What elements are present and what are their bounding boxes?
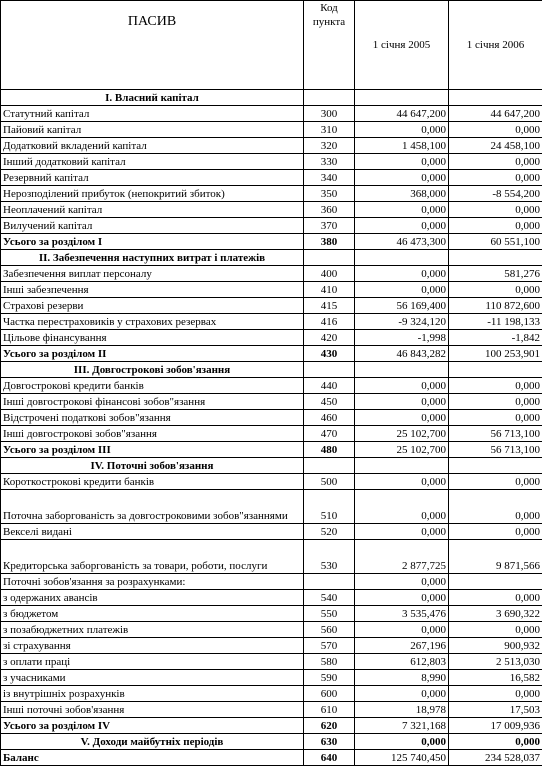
total-row — [1, 750, 542, 766]
table-row — [1, 622, 542, 638]
value-2006: 9 871,566 — [449, 540, 542, 574]
value-2005: 0,000 — [355, 282, 449, 298]
row-code: 415 — [304, 298, 355, 314]
row-label: з оплати праці — [1, 654, 304, 670]
row-code — [304, 90, 355, 106]
table-row — [1, 638, 542, 654]
value-2005: 25 102,700 — [355, 426, 449, 442]
row-code: 400 — [304, 266, 355, 282]
row-label: Інші забезпечення — [1, 282, 304, 298]
value-2006: 900,932 — [449, 638, 542, 654]
row-label: Кредиторська заборгованість за товари, роботи, послуги — [1, 540, 304, 574]
value-2006: 0,000 — [449, 474, 542, 490]
value-2005: 0,000 — [355, 474, 449, 490]
header-row — [1, 1, 542, 90]
row-code: 410 — [304, 282, 355, 298]
value-2005: 0,000 — [355, 170, 449, 186]
value-2005: 25 102,700 — [355, 442, 449, 458]
row-label: Страхові резерви — [1, 298, 304, 314]
row-code: 610 — [304, 702, 355, 718]
row-code: 380 — [304, 234, 355, 250]
value-2006: 0,000 — [449, 590, 542, 606]
row-code: 550 — [304, 606, 355, 622]
value-2005: 0,000 — [355, 590, 449, 606]
row-label: Вилучений капітал — [1, 218, 304, 234]
value-2006: 0,000 — [449, 218, 542, 234]
value-2005: 18,978 — [355, 702, 449, 718]
value-2006: 16,582 — [449, 670, 542, 686]
value-2006: 0,000 — [449, 122, 542, 138]
value-2005: 0,000 — [355, 734, 449, 750]
row-label: Поточні зобов'язання за розрахунками: — [1, 574, 304, 590]
row-label: Довгострокові кредити банків — [1, 378, 304, 394]
value-2005: 56 169,400 — [355, 298, 449, 314]
row-code: 300 — [304, 106, 355, 122]
row-label: Усього за розділом І — [1, 234, 304, 250]
value-2006: 0,000 — [449, 282, 542, 298]
value-2005: 0,000 — [355, 524, 449, 540]
row-code: 430 — [304, 346, 355, 362]
row-code: 560 — [304, 622, 355, 638]
row-code: 640 — [304, 750, 355, 766]
value-2005: -9 324,120 — [355, 314, 449, 330]
row-code: 580 — [304, 654, 355, 670]
table-row — [1, 394, 542, 410]
table-row — [1, 606, 542, 622]
value-2006: 0,000 — [449, 686, 542, 702]
table-body — [1, 90, 542, 766]
row-code — [304, 574, 355, 590]
value-2005: 0,000 — [355, 218, 449, 234]
value-2006: 0,000 — [449, 622, 542, 638]
row-code — [304, 362, 355, 378]
row-label: Баланс — [1, 750, 304, 766]
value-2006 — [449, 574, 542, 590]
row-label: Забезпечення виплат персоналу — [1, 266, 304, 282]
table-row — [1, 138, 542, 154]
row-label: з бюджетом — [1, 606, 304, 622]
value-2006: -8 554,200 — [449, 186, 542, 202]
table-row — [1, 524, 542, 540]
value-2005 — [355, 458, 449, 474]
row-code: 460 — [304, 410, 355, 426]
table-row — [1, 106, 542, 122]
row-label: ІІ. Забезпечення наступних витрат і платежів — [1, 250, 304, 266]
table-row — [1, 426, 542, 442]
row-label: з одержаних авансів — [1, 590, 304, 606]
value-2005: 612,803 — [355, 654, 449, 670]
value-2005: 125 740,450 — [355, 750, 449, 766]
row-code: 370 — [304, 218, 355, 234]
table-row — [1, 686, 542, 702]
value-2005: 7 321,168 — [355, 718, 449, 734]
row-code: 350 — [304, 186, 355, 202]
value-2005: 267,196 — [355, 638, 449, 654]
table-row — [1, 540, 542, 574]
value-2006 — [449, 90, 542, 106]
value-2005: 2 877,725 — [355, 540, 449, 574]
row-label: з учасниками — [1, 670, 304, 686]
table-row — [1, 654, 542, 670]
value-2005: 1 458,100 — [355, 138, 449, 154]
value-2005: 0,000 — [355, 686, 449, 702]
total-row — [1, 718, 542, 734]
value-2006: 110 872,600 — [449, 298, 542, 314]
row-code: 470 — [304, 426, 355, 442]
row-code: 570 — [304, 638, 355, 654]
row-label: зі страхування — [1, 638, 304, 654]
table-row — [1, 186, 542, 202]
table-row — [1, 490, 542, 524]
value-2006: 2 513,030 — [449, 654, 542, 670]
liabilities-title: ПАСИВ — [1, 1, 304, 90]
code-column-header: Код пункта — [304, 1, 355, 90]
section-header-row — [1, 250, 542, 266]
date-2006-header: 1 січня 2006 — [449, 1, 542, 90]
row-label: з позабюджетних платежів — [1, 622, 304, 638]
value-2005: 368,000 — [355, 186, 449, 202]
value-2005: 8,990 — [355, 670, 449, 686]
total-row — [1, 346, 542, 362]
value-2006: 17,503 — [449, 702, 542, 718]
section-header-row — [1, 458, 542, 474]
row-code: 330 — [304, 154, 355, 170]
value-2005: -1,998 — [355, 330, 449, 346]
table-row — [1, 314, 542, 330]
row-label: Інші поточні зобов'язання — [1, 702, 304, 718]
value-2006: -11 198,133 — [449, 314, 542, 330]
row-label: Усього за розділом ІІ — [1, 346, 304, 362]
value-2006: 0,000 — [449, 524, 542, 540]
value-2006 — [449, 250, 542, 266]
row-label: Нерозподілений прибуток (непокритий збиток) — [1, 186, 304, 202]
value-2005 — [355, 362, 449, 378]
row-code: 360 — [304, 202, 355, 218]
row-label: Резервний капітал — [1, 170, 304, 186]
row-code: 320 — [304, 138, 355, 154]
row-label: IV. Поточні зобов'язання — [1, 458, 304, 474]
value-2005: 46 843,282 — [355, 346, 449, 362]
row-code: 340 — [304, 170, 355, 186]
section-header-row — [1, 734, 542, 750]
value-2005: 0,000 — [355, 574, 449, 590]
row-label: Інші довгострокові зобов"язання — [1, 426, 304, 442]
value-2005: 0,000 — [355, 410, 449, 426]
value-2006: 0,000 — [449, 202, 542, 218]
row-code: 630 — [304, 734, 355, 750]
row-code: 540 — [304, 590, 355, 606]
table-row — [1, 202, 542, 218]
value-2005: 0,000 — [355, 202, 449, 218]
row-code: 480 — [304, 442, 355, 458]
value-2006: 0,000 — [449, 410, 542, 426]
table-row — [1, 218, 542, 234]
table-row — [1, 266, 542, 282]
total-row — [1, 442, 542, 458]
row-code: 500 — [304, 474, 355, 490]
table-row — [1, 670, 542, 686]
row-label: Векселі видані — [1, 524, 304, 540]
value-2005 — [355, 250, 449, 266]
value-2005: 3 535,476 — [355, 606, 449, 622]
row-code: 590 — [304, 670, 355, 686]
value-2005: 46 473,300 — [355, 234, 449, 250]
value-2005: 44 647,200 — [355, 106, 449, 122]
value-2006: 56 713,100 — [449, 442, 542, 458]
value-2006: 0,000 — [449, 734, 542, 750]
table-row — [1, 170, 542, 186]
value-2006: 17 009,936 — [449, 718, 542, 734]
row-label: І. Власний капітал — [1, 90, 304, 106]
row-label: Усього за розділом IV — [1, 718, 304, 734]
value-2005: 0,000 — [355, 154, 449, 170]
row-code: 520 — [304, 524, 355, 540]
row-label: Усього за розділом ІІІ — [1, 442, 304, 458]
table-row — [1, 590, 542, 606]
value-2006 — [449, 458, 542, 474]
value-2005: 0,000 — [355, 622, 449, 638]
value-2006: 581,276 — [449, 266, 542, 282]
row-code: 416 — [304, 314, 355, 330]
row-code: 620 — [304, 718, 355, 734]
value-2006: 234 528,037 — [449, 750, 542, 766]
row-label: Відстрочені податкові зобов"язання — [1, 410, 304, 426]
table-row — [1, 410, 542, 426]
value-2006: 0,000 — [449, 490, 542, 524]
value-2006: 0,000 — [449, 378, 542, 394]
row-label: Неоплачений капітал — [1, 202, 304, 218]
table-row — [1, 330, 542, 346]
row-label: Інші довгострокові фінансові зобов"язання — [1, 394, 304, 410]
row-label: V. Доходи майбутніх періодів — [1, 734, 304, 750]
value-2006: 56 713,100 — [449, 426, 542, 442]
row-code — [304, 250, 355, 266]
row-label: із внутрішніх розрахунків — [1, 686, 304, 702]
table-row — [1, 154, 542, 170]
row-code: 420 — [304, 330, 355, 346]
row-code: 440 — [304, 378, 355, 394]
value-2005: 0,000 — [355, 122, 449, 138]
value-2005: 0,000 — [355, 490, 449, 524]
row-label: Частка перестраховиків у страхових резервах — [1, 314, 304, 330]
value-2006: 3 690,322 — [449, 606, 542, 622]
row-label: Поточна заборгованість за довгостроковими зобов"язаннями — [1, 490, 304, 524]
date-2005-header: 1 січня 2005 — [355, 1, 449, 90]
value-2006: 60 551,100 — [449, 234, 542, 250]
value-2006: 0,000 — [449, 170, 542, 186]
row-code: 310 — [304, 122, 355, 138]
value-2006: 100 253,901 — [449, 346, 542, 362]
table-row — [1, 474, 542, 490]
row-code: 510 — [304, 490, 355, 524]
row-code: 450 — [304, 394, 355, 410]
section-header-row — [1, 90, 542, 106]
table-row — [1, 574, 542, 590]
section-header-row — [1, 362, 542, 378]
row-label: Пайовий капітал — [1, 122, 304, 138]
value-2005 — [355, 90, 449, 106]
value-2005: 0,000 — [355, 266, 449, 282]
value-2006: 0,000 — [449, 154, 542, 170]
value-2006 — [449, 362, 542, 378]
value-2005: 0,000 — [355, 394, 449, 410]
row-code: 600 — [304, 686, 355, 702]
value-2005: 0,000 — [355, 378, 449, 394]
row-label: Інший додатковий капітал — [1, 154, 304, 170]
row-label: ІІІ. Довгострокові зобов'язання — [1, 362, 304, 378]
row-label: Короткострокові кредити банків — [1, 474, 304, 490]
table-row — [1, 298, 542, 314]
value-2006: -1,842 — [449, 330, 542, 346]
table-row — [1, 282, 542, 298]
row-code — [304, 458, 355, 474]
table-row — [1, 122, 542, 138]
total-row — [1, 234, 542, 250]
row-label: Статутний капітал — [1, 106, 304, 122]
table-row — [1, 702, 542, 718]
row-label: Додатковий вкладений капітал — [1, 138, 304, 154]
value-2006: 0,000 — [449, 394, 542, 410]
row-label: Цільове фінансування — [1, 330, 304, 346]
table-row — [1, 378, 542, 394]
row-code: 530 — [304, 540, 355, 574]
value-2006: 44 647,200 — [449, 106, 542, 122]
value-2006: 24 458,100 — [449, 138, 542, 154]
